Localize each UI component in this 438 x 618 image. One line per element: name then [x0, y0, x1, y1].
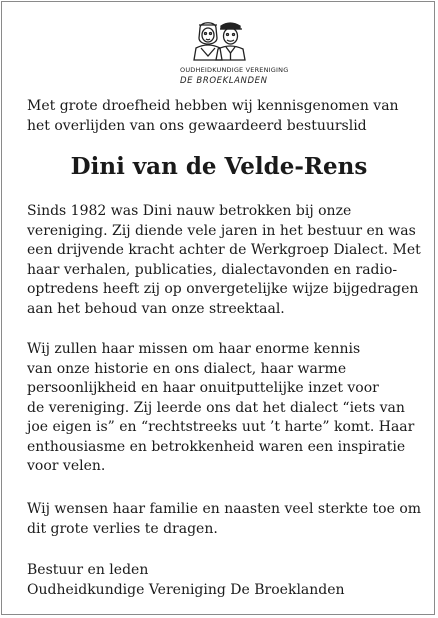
paragraph-line: Wij zullen haar missen om haar enorme kennis	[27, 341, 361, 357]
condolence-paragraph	[27, 500, 422, 539]
logo-text-line2: DE BROEKLANDEN	[180, 76, 268, 86]
paragraph-line: een drijvende kracht achter de Werkgroep Dialect. Met	[27, 242, 421, 258]
association-logo	[180, 18, 289, 86]
signature-line: Oudheidkundige Vereniging De Broeklanden	[27, 581, 345, 598]
paragraph-line: dit grote verlies te dragen.	[27, 520, 218, 537]
signature-block	[27, 561, 422, 600]
paragraph-line: van onze historie en ons dialect, haar warme	[27, 360, 347, 377]
paragraph-line: persoonlijkheid en haar onuitputtelijke inzet voor	[27, 380, 379, 396]
paragraph-line: joe eigen is” en “rechtstreeks uut ’t harte” komt. Haar	[27, 419, 415, 435]
paragraph-line: de vereniging. Zij leerde ons dat het dialect “iets van	[27, 399, 405, 416]
paragraph-line: Sinds 1982 was Dini nauw betrokken bij onze	[27, 203, 352, 219]
intro-line: Met grote droefheid hebben wij kennisgenomen van	[27, 98, 399, 114]
intro-text	[27, 96, 422, 136]
paragraph-line: Wij wensen haar familie en naasten veel sterkte toe om	[27, 501, 422, 517]
intro-line: het overlijden van ons gewaardeerd bestuurslid	[27, 118, 367, 134]
deceased-name-heading: Dini van de Velde-Rens	[70, 153, 368, 180]
logo-text-line1: OUDHEIDKUNDIGE VERENIGING	[180, 66, 289, 74]
paragraph-line: vereniging. Zij diende vele jaren in het bestuur en was	[27, 222, 416, 239]
paragraph-line: voor velen.	[27, 458, 106, 474]
paragraph-line: optredens heeft zij op onvergetelijke wijze bijgedragen	[27, 281, 419, 297]
logo-figures-icon	[180, 18, 258, 68]
tribute-paragraph-1	[27, 202, 422, 319]
tribute-paragraph-2	[27, 340, 422, 477]
paragraph-line: aan het behoud van onze streektaal.	[27, 300, 285, 317]
paragraph-line: enthousiasme en betrokkenheid waren een inspiratie	[27, 438, 406, 455]
paragraph-line: haar verhalen, publicaties, dialectavonden en radio-	[27, 261, 398, 278]
signature-line: Bestuur en leden	[27, 562, 149, 578]
